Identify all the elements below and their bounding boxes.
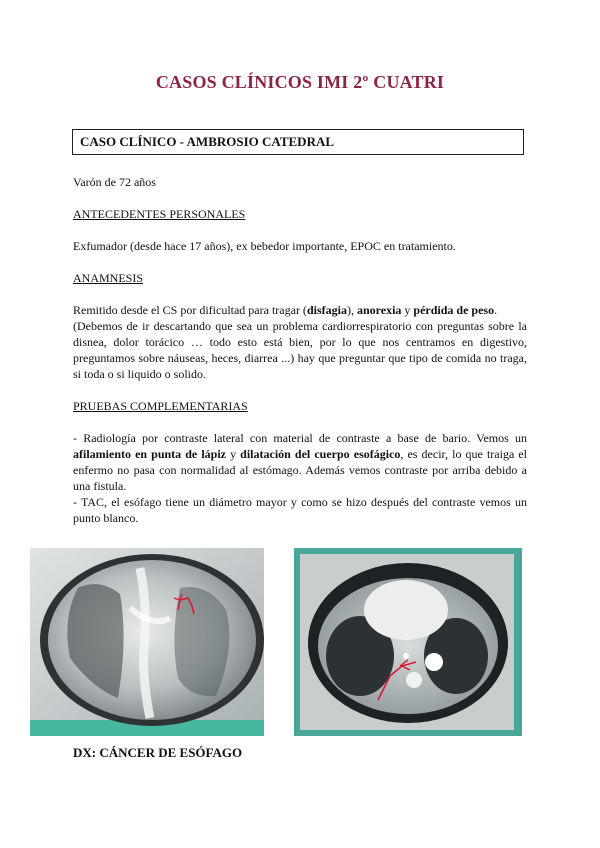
term-perdida-peso: pérdida de peso (413, 303, 495, 317)
pruebas-r1-c: y (226, 447, 241, 461)
term-anorexia: anorexia (356, 303, 402, 317)
anamnesis-p1-g: . (494, 303, 498, 317)
antecedentes-text: Exfumador (desde hace 17 años), ex bebedor importante, EPOC en tratamiento. (73, 239, 456, 253)
page-title: CASOS CLÍNICOS IMI 2º CUATRI (155, 72, 445, 92)
anamnesis-p1-e: y (401, 303, 414, 317)
case-title-box: CASO CLÍNICO - AMBROSIO CATEDRAL (72, 129, 524, 155)
antecedentes-heading: ANTECEDENTES PERSONALES (73, 207, 246, 221)
patient-line: Varón de 72 años (73, 175, 156, 189)
pruebas-paragraph (73, 430, 527, 526)
anamnesis-p2: (Debemos de ir descartando que sea un problema cardiorrespiratorio con preguntas sobre la disnea, dolor torácico … todo esto está bien, por lo que nos centramos en digestivo, preguntamos sobre náuseas, heces, diarrea ...) hay que preguntar que tipo de comida no traga, si toda o si liquido o solido. (73, 319, 527, 381)
anamnesis-paragraph (73, 302, 527, 382)
barium-xray-image (30, 548, 264, 736)
pruebas-r1-e: , es decir, lo que traiga el enfermo no pasa con normalidad al estómago. Además vemos contraste por arriba debido a una fistula. (73, 447, 528, 493)
term-dilatacion: dilatación del cuerpo esofágico (240, 447, 401, 461)
anamnesis-p1-a: Remitido desde el CS por dificultad para tragar ( (73, 303, 307, 317)
term-afilamiento: afilamiento en punta de lápiz (73, 447, 226, 461)
term-disfagia: disfagia (306, 303, 347, 317)
anamnesis-p1-c: ), (346, 303, 357, 317)
pruebas-heading: PRUEBAS COMPLEMENTARIAS (73, 399, 248, 413)
diagnosis: DX: CÁNCER DE ESÓFAGO (73, 745, 243, 760)
ct-scan-graphic (294, 548, 522, 736)
ct-scan-image (294, 548, 522, 736)
pruebas-r2: - TAC, el esófago tiene un diámetro mayor y como se hizo después del contraste vemos un punto blanco. (73, 495, 527, 525)
pruebas-r1-a: - Radiología por contraste lateral con material de contraste a base de bario. Vemos un (73, 431, 527, 445)
barium-xray-graphic (30, 548, 264, 736)
anamnesis-heading: ANAMNESIS (73, 271, 144, 285)
